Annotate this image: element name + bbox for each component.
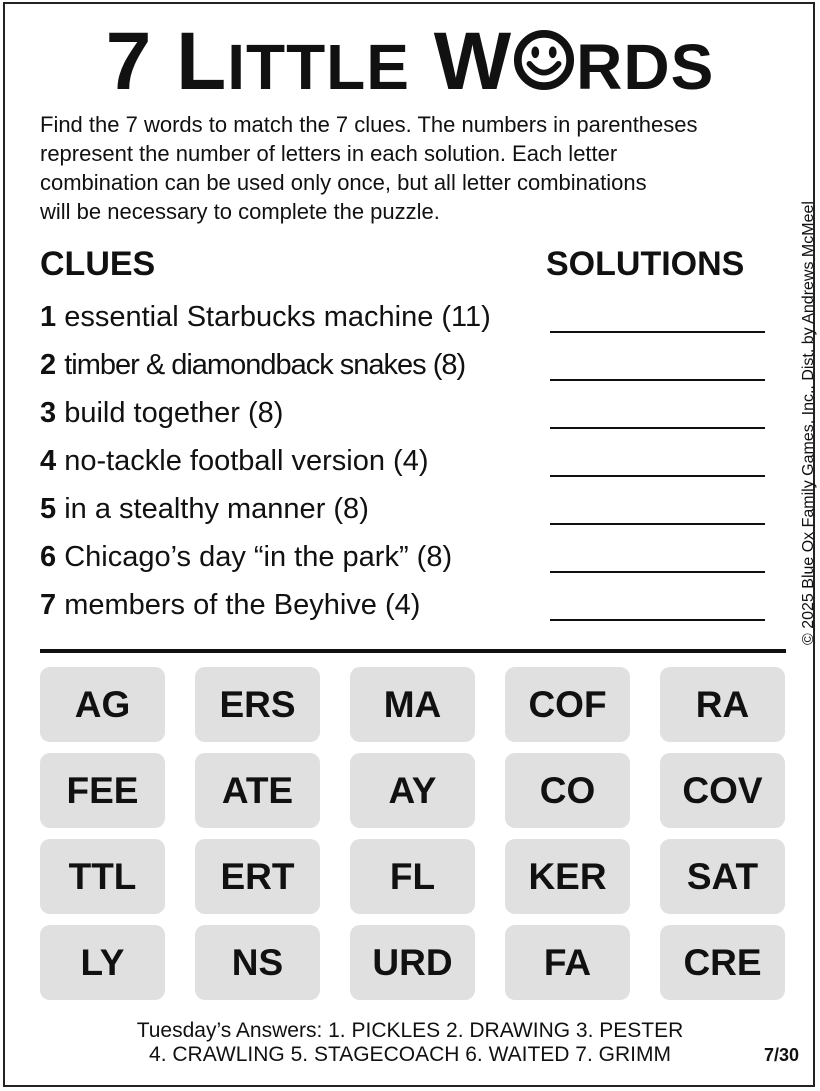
smiley-face-icon	[513, 29, 575, 91]
title-word1-rest: ITTLE	[227, 31, 410, 103]
previous-answers	[0, 1019, 820, 1067]
clue-text: Chicago’s day “in the park” (8)	[64, 541, 453, 573]
previous-answers-line: Tuesday’s Answers: 1. PICKLES 2. DRAWING 3. PESTER	[136, 1019, 684, 1042]
letter-tile[interactable]: RA	[660, 667, 785, 742]
title-number: 7	[105, 16, 153, 107]
letter-tile[interactable]: FEE	[40, 753, 165, 828]
letter-tile[interactable]: COF	[505, 667, 630, 742]
divider-rule	[40, 649, 786, 653]
letter-tile[interactable]: URD	[350, 925, 475, 1000]
letter-tile[interactable]: SAT	[660, 839, 785, 914]
instructions-line: represent the number of letters in each solution. Each letter	[40, 141, 618, 166]
clue-text: no-tackle football version (4)	[64, 445, 429, 477]
instructions-line: Find the 7 words to match the 7 clues. The numbers in parentheses	[40, 112, 698, 137]
clue-number: 1	[40, 301, 57, 333]
clue-1	[40, 297, 491, 337]
clue-number: 3	[40, 397, 57, 429]
instructions-line: will be necessary to complete the puzzle.	[40, 199, 440, 224]
clue-number: 5	[40, 493, 57, 525]
clue-text: members of the Beyhive (4)	[64, 589, 421, 621]
clue-text: build together (8)	[64, 397, 284, 429]
clue-number: 6	[40, 541, 57, 573]
solution-blank-2[interactable]	[550, 379, 765, 381]
title-word2-rest: RDS	[576, 31, 715, 103]
solutions-heading: SOLUTIONS	[546, 245, 745, 283]
solution-blank-7[interactable]	[550, 619, 765, 621]
solution-blank-3[interactable]	[550, 427, 765, 429]
puzzle-date: 7/30	[764, 1045, 800, 1065]
instructions-line: combination can be used only once, but all letter combinations	[40, 170, 647, 195]
clue-5	[40, 489, 369, 529]
letter-tile[interactable]: FA	[505, 925, 630, 1000]
previous-answers-line: 4. CRAWLING 5. STAGECOACH 6. WAITED 7. GRIMM	[149, 1043, 671, 1066]
letter-tile[interactable]: AY	[350, 753, 475, 828]
clue-7	[40, 585, 420, 625]
title-word1-initial: L	[176, 16, 228, 107]
instructions	[40, 110, 790, 226]
letter-tile[interactable]: ERT	[195, 839, 320, 914]
solution-blank-1[interactable]	[550, 331, 765, 333]
clue-4	[40, 441, 429, 481]
solution-blank-6[interactable]	[550, 571, 765, 573]
clue-number: 7	[40, 589, 57, 621]
letter-tile[interactable]: CRE	[660, 925, 785, 1000]
letter-tile[interactable]: ATE	[195, 753, 320, 828]
clue-2	[40, 345, 465, 385]
clue-text: in a stealthy manner (8)	[64, 493, 369, 525]
puzzle-title	[0, 14, 820, 115]
clue-number: 4	[40, 445, 57, 477]
letter-tile[interactable]: TTL	[40, 839, 165, 914]
solution-blank-5[interactable]	[550, 523, 765, 525]
clues-heading: CLUES	[40, 245, 156, 283]
letter-tile[interactable]: ERS	[195, 667, 320, 742]
title-word2-initial: W	[433, 16, 513, 107]
letter-tile[interactable]: KER	[505, 839, 630, 914]
letter-tile[interactable]: MA	[350, 667, 475, 742]
clue-text: timber & diamondback snakes (8)	[64, 349, 466, 381]
letter-tile[interactable]: AG	[40, 667, 165, 742]
letter-tile[interactable]: LY	[40, 925, 165, 1000]
clue-6	[40, 537, 452, 577]
letter-tile[interactable]: COV	[660, 753, 785, 828]
clue-number: 2	[40, 349, 57, 381]
copyright-credit: © 2025 Blue Ox Family Games, Inc., Dist. by Andrews McMeel	[800, 201, 817, 645]
letter-tile[interactable]: CO	[505, 753, 630, 828]
clue-3	[40, 393, 283, 433]
letter-tile[interactable]: NS	[195, 925, 320, 1000]
clue-text: essential Starbucks machine (11)	[64, 301, 491, 333]
letter-tile[interactable]: FL	[350, 839, 475, 914]
solution-blank-4[interactable]	[550, 475, 765, 477]
